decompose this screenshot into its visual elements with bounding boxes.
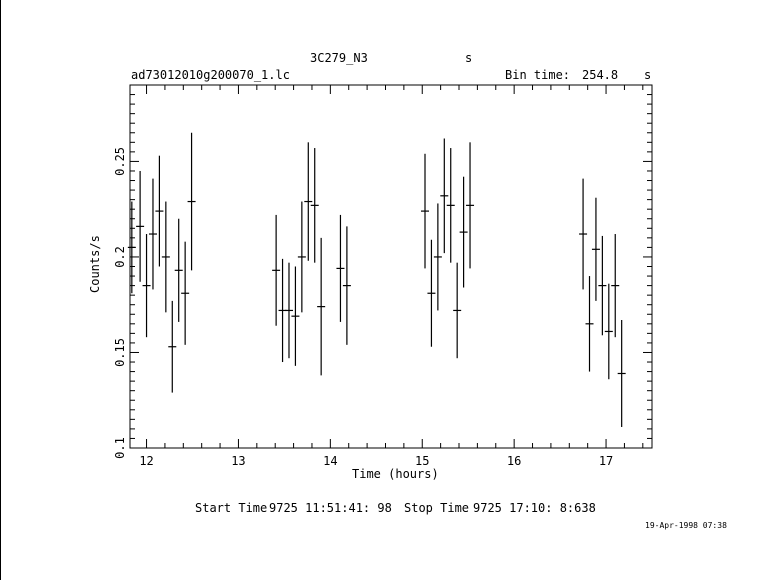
- x-axis-label: Time (hours): [352, 467, 439, 481]
- data-point: [453, 263, 461, 359]
- data-point: [272, 215, 280, 326]
- data-point: [460, 177, 468, 288]
- x-tick-label: 16: [506, 454, 522, 468]
- timestamp: 19-Apr-1998 07:38: [645, 521, 727, 530]
- x-tick-label: 13: [231, 454, 246, 468]
- data-point: [128, 202, 136, 294]
- x-tick-label: 12: [139, 454, 154, 468]
- data-point: [291, 267, 299, 366]
- x-tick-label: 17: [598, 454, 614, 468]
- start-time-label: Start Time: [195, 501, 268, 515]
- bin-time-label: Bin time:: [505, 68, 571, 82]
- data-point: [311, 148, 319, 263]
- data-point: [285, 263, 293, 359]
- data-point: [466, 142, 474, 268]
- data-point: [136, 171, 144, 282]
- y-tick-label: 0.2: [113, 246, 127, 268]
- data-point: [579, 179, 587, 290]
- data-point: [155, 156, 163, 267]
- data-point: [618, 320, 626, 427]
- data-point: [611, 234, 619, 337]
- data-point: [317, 238, 325, 376]
- data-point: [143, 234, 151, 337]
- data-points: [128, 133, 626, 427]
- data-point: [336, 215, 344, 322]
- object-name: 3C279_N3: [310, 51, 368, 65]
- data-point: [421, 154, 429, 269]
- y-axis-label: Counts/s: [88, 235, 102, 293]
- data-point: [434, 203, 442, 310]
- data-point: [304, 142, 312, 260]
- y-tick-label: 0.15: [113, 338, 127, 367]
- data-point: [188, 133, 196, 271]
- file-name: ad73012010g200070_1.lc: [131, 68, 290, 82]
- data-point: [343, 226, 351, 344]
- data-point: [168, 301, 176, 393]
- data-point: [447, 148, 455, 263]
- axis-ticks: [130, 85, 652, 448]
- x-tick-labels: [139, 454, 613, 468]
- object-unit: s: [465, 51, 473, 65]
- bin-time-value: 254.8: [582, 68, 619, 82]
- data-point: [427, 240, 435, 347]
- data-point: [440, 138, 448, 253]
- y-tick-labels: [113, 147, 127, 459]
- y-tick-label: 0.25: [113, 146, 127, 176]
- data-point: [162, 202, 170, 313]
- x-tick-label: 15: [415, 454, 430, 468]
- data-point: [175, 219, 183, 322]
- x-tick-label: 14: [323, 454, 338, 468]
- y-tick-label: 0.1: [113, 437, 127, 459]
- bin-time-unit: s: [644, 68, 652, 82]
- start-time-value: 9725 11:51:41: 98: [269, 501, 392, 515]
- data-point: [149, 179, 157, 290]
- data-point: [598, 236, 606, 335]
- stop-time-value: 9725 17:10: 8:638: [473, 501, 596, 515]
- data-point: [586, 276, 594, 372]
- data-point: [298, 202, 306, 313]
- data-point: [181, 242, 189, 345]
- stop-time-label: Stop Time: [404, 501, 470, 515]
- plot-frame: [130, 85, 652, 448]
- data-point: [605, 284, 613, 380]
